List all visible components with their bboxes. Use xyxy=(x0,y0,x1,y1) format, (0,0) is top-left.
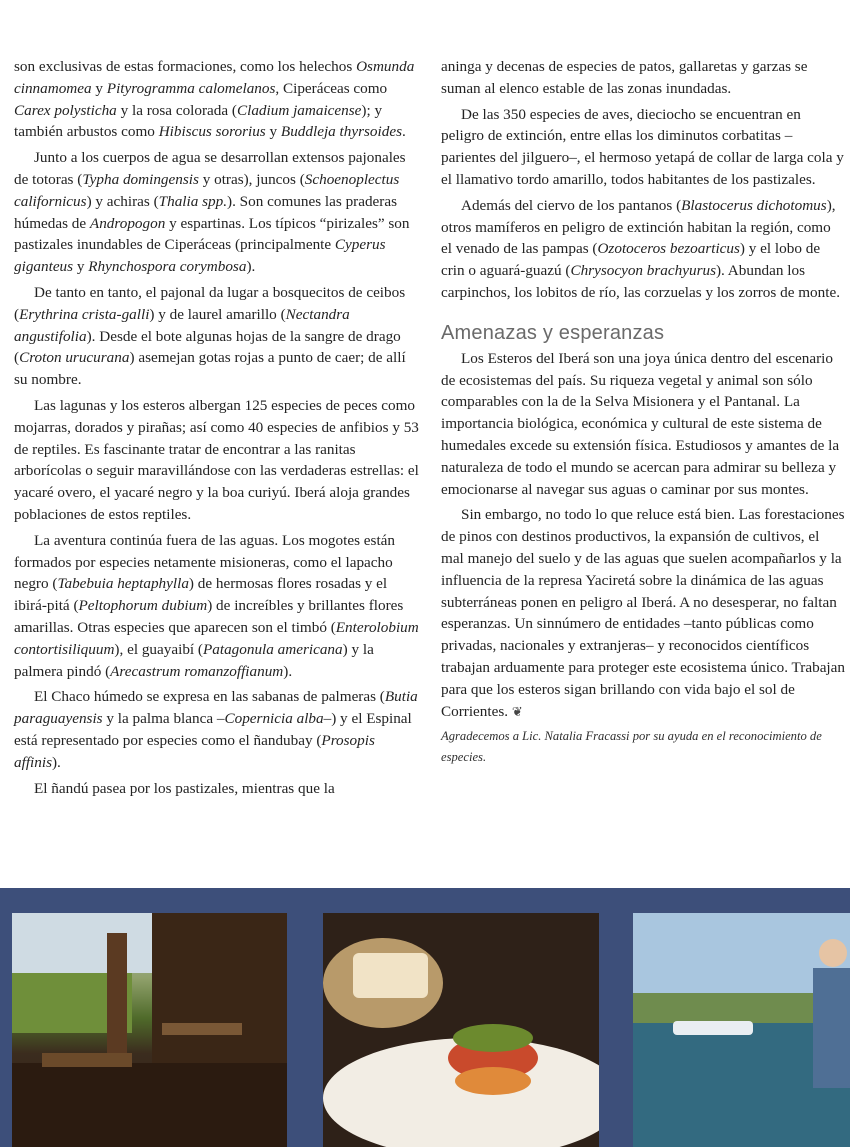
left-paragraph-4: Las lagunas y los esteros albergan 125 especies de peces como mojarras, dorados y pirañas; así como 40 especies de anfibios y 53 de reptiles. Es fascinante tratar de encontrar a las ranitas arborícolas o seguir maravillándose con las verdaderas estrellas: el yacaré overo, el yacaré negro y la boa curiyú. Iberá aloja grandes poblaciones de estos reptiles. xyxy=(14,396,419,523)
left-text-column xyxy=(14,56,422,803)
text-run: ). Desde el bote algunas hojas de la sangre de drago ( xyxy=(14,327,401,367)
section-heading: Amenazas y esperanzas xyxy=(441,321,665,344)
text-run: ), el guayaibí ( xyxy=(114,640,203,658)
species-name: Osmunda cinnamomea xyxy=(14,58,415,97)
text-run: El Chaco húmedo se expresa en las sabanas de palmeras ( xyxy=(34,688,385,706)
species-name: Blastocerus dichotomus xyxy=(681,196,827,214)
species-name: Cyperus giganteus xyxy=(14,236,386,276)
species-name: Arecastrum romanzoffianum xyxy=(110,662,284,680)
text-run: Sin embargo, no todo lo que reluce está bien. Las forestaciones de pinos con destinos productivos, la expansión de cultivos, el mal manejo del suelo y de las aguas que suelen acompañarlos y la influencia de la represa Yaciretá sobre la dinámica de las aguas subterráneas ponen en peligro al Iberá. A no desesperar, no faltan esperanzas. Un sinnúmero de entidades –tanto públicas como privadas, nacionales y extranjeras– y reconocidos científicos trabajan arduamente para proteger este ecosistema único. Trabajan para que los esteros sigan brillando con vida bajo el sol de Corrientes. xyxy=(441,506,845,720)
text-run: y la rosa colorada ( xyxy=(116,101,237,119)
text-run: De tanto en tanto, el pajonal da lugar a bosquecitos de ceibos ( xyxy=(14,283,406,323)
species-name: Typha domingensis xyxy=(82,170,199,188)
end-mark-icon: ❦ xyxy=(511,703,523,719)
text-run: y xyxy=(265,123,281,141)
species-name: Chrysocyon brachyurus xyxy=(570,262,716,280)
text-run: ). Son comunes las praderas húmedas de xyxy=(14,192,398,232)
species-name: Peltophorum dubium xyxy=(78,597,208,615)
left-paragraph-7: El ñandú pasea por los pastizales, mientras que la xyxy=(34,779,335,797)
photo-strip xyxy=(0,888,850,1147)
species-name: Enterolobium contortisiliquum xyxy=(14,618,419,658)
species-name: Prosopis affinis xyxy=(14,731,375,771)
species-name: Butia paraguayensis xyxy=(14,688,418,728)
species-name: Nectandra angustifolia xyxy=(14,305,350,345)
text-run: ). xyxy=(283,662,293,680)
species-name: Buddleja thyrsoides xyxy=(280,123,402,141)
estancia-veranda-photo xyxy=(12,913,287,1147)
left-paragraph-2 xyxy=(14,147,422,278)
acknowledgement: Agradecemos a Lic. Natalia Fracassi por su ayuda en el reconocimiento de especies. xyxy=(441,729,822,765)
text-run: . xyxy=(401,123,406,141)
left-paragraph-6 xyxy=(14,686,422,773)
text-run: y espartinas. Los típicos “pirizales” son pastizales inundables de Ciperáceas (principalmente xyxy=(14,214,410,254)
left-paragraph-3 xyxy=(14,282,422,391)
text-run: ), otros mamíferos en peligro de extinción habitan la región, como el venado de las pampas ( xyxy=(441,196,836,258)
text-run: ). xyxy=(246,258,256,276)
species-name: Hibiscus sororius xyxy=(158,123,266,141)
species-name: Andropogon xyxy=(89,214,166,232)
text-run: ) asemejan gotas rojas a punto de caer; de allí su nombre. xyxy=(14,349,406,389)
text-run: y xyxy=(73,258,89,276)
text-run: ) y de laurel amarillo ( xyxy=(149,305,286,323)
right-paragraph-2: De las 350 especies de aves, dieciocho se encuentran en peligro de extinción, entre ellas los diminutos corbatitas –parientes del jilguero–, el hermoso yetapá de collar de larga cola y el llamativo tordo amarillo, todos habitantes de los pastizales. xyxy=(441,105,844,188)
text-run: Además del ciervo de los pantanos ( xyxy=(461,196,682,214)
species-name: Rhynchospora corymbosa xyxy=(88,258,247,276)
species-name: Ozotoceros bezoarticus xyxy=(597,240,740,258)
text-run: Junto a los cuerpos de agua se desarrollan extensos pajonales de totoras ( xyxy=(14,149,406,188)
right-paragraph-3 xyxy=(441,195,845,304)
species-name: Erythrina crista-galli xyxy=(19,305,150,323)
species-name: Patagonula americana xyxy=(202,640,343,658)
left-paragraph-1 xyxy=(14,56,422,143)
text-run: ). Abundan los carpinchos, los lobitos de río, las corzuelas y los zorros de monte. xyxy=(441,262,840,301)
species-name: Cladium jamaicense xyxy=(236,101,362,119)
text-run: ). xyxy=(51,753,61,771)
species-name: Copernicia alba xyxy=(224,710,324,728)
right-paragraph-1: aninga y decenas de especies de patos, gallaretas y garzas se suman al elenco estable de las zonas inundadas. xyxy=(441,58,808,97)
right-text-column xyxy=(441,56,845,772)
text-run: , Ciperáceas como xyxy=(275,79,388,97)
species-name: Tabebuia heptaphylla xyxy=(57,575,189,593)
text-run: y otras), juncos ( xyxy=(198,170,305,188)
text-run: ) y achiras ( xyxy=(86,192,159,210)
species-name: Thalia spp. xyxy=(158,192,228,210)
text-run: ) de increíbles y brillantes flores amarillas. Otras especies que aparecen son el timbó ( xyxy=(14,597,404,636)
right-paragraph-5 xyxy=(441,504,845,722)
text-run: son exclusivas de estas formaciones, como los helechos xyxy=(14,58,357,75)
left-paragraph-5 xyxy=(14,530,422,683)
text-run: La aventura continúa fuera de las aguas. Los mogotes están formados por especies netamente misioneras, como el lapacho negro ( xyxy=(14,531,395,593)
boat-on-lagoon-photo xyxy=(633,913,850,1147)
right-paragraph-4: Los Esteros del Iberá son una joya única dentro del escenario de ecosistemas del país. Su riqueza vegetal y animal son sólo comparables con la de la Selva Misionera y el Pantanal. La importancia biológica, económica y cultural de este sistema de humedales excede su extensión física. Estudiosos y amantes de la naturaleza de todo el mundo se acercan para admirar su belleza y emocionarse al navegar sus aguas o caminar por sus montes. xyxy=(441,349,840,498)
species-name: Pityrogramma calomelanos xyxy=(106,79,276,97)
text-run: y la palma blanca – xyxy=(102,710,225,728)
text-run: ) de hermosas flores rosadas y el ibirá-pitá ( xyxy=(14,575,388,615)
species-name: Carex polysticha xyxy=(14,101,117,119)
text-run: –) y el Espinal está representado por especies como el ñandubay ( xyxy=(14,710,412,749)
species-name: Schoenoplectus californicus xyxy=(14,170,400,210)
species-name: Croton urucurana xyxy=(19,349,130,367)
text-run: ); y también arbustos como xyxy=(14,101,383,141)
plated-dish-photo xyxy=(323,913,599,1147)
text-run: y xyxy=(91,79,107,97)
text-run: ) y la palmera pindó ( xyxy=(14,640,374,680)
text-run: ) y el lobo de crin o aguará-guazú ( xyxy=(441,240,821,280)
